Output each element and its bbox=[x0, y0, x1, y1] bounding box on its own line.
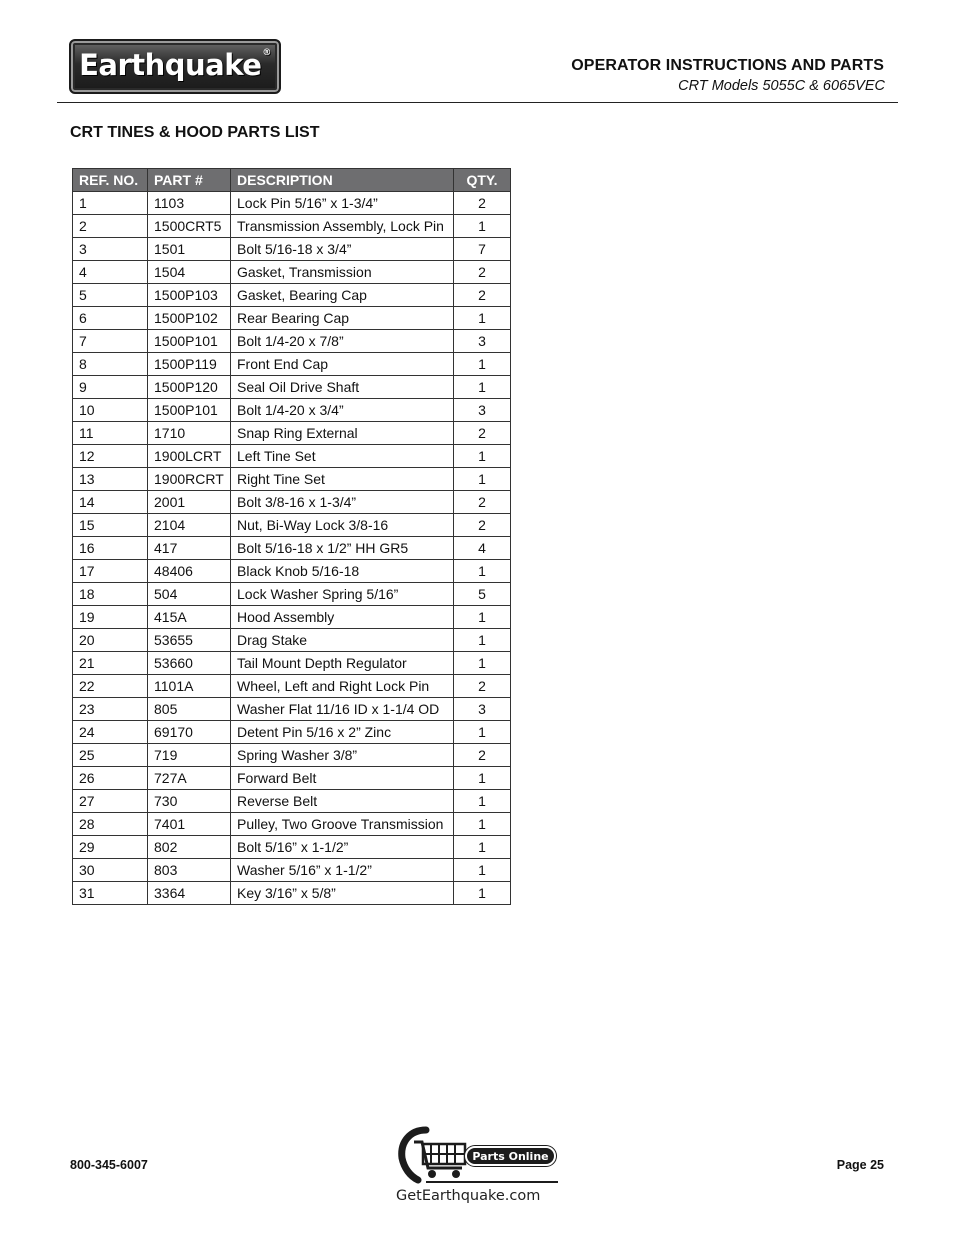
parts-table bbox=[72, 168, 511, 905]
header-ref-no: REF. NO. bbox=[73, 169, 148, 192]
part-number-cell: 415A bbox=[148, 606, 231, 629]
qty-cell: 1 bbox=[454, 376, 511, 399]
table-row bbox=[73, 813, 511, 836]
table-header-row bbox=[73, 169, 511, 192]
description-cell: Bolt 5/16-18 x 1/2” HH GR5 bbox=[231, 537, 454, 560]
table-row bbox=[73, 468, 511, 491]
qty-cell: 1 bbox=[454, 353, 511, 376]
header-divider bbox=[57, 102, 898, 103]
table-row bbox=[73, 376, 511, 399]
description-cell: Snap Ring External bbox=[231, 422, 454, 445]
part-number-cell: 2001 bbox=[148, 491, 231, 514]
table-row bbox=[73, 445, 511, 468]
part-number-cell: 1101A bbox=[148, 675, 231, 698]
table-row bbox=[73, 629, 511, 652]
table-row bbox=[73, 192, 511, 215]
description-cell: Rear Bearing Cap bbox=[231, 307, 454, 330]
table-row bbox=[73, 491, 511, 514]
table-row bbox=[73, 744, 511, 767]
qty-cell: 2 bbox=[454, 261, 511, 284]
table-row bbox=[73, 399, 511, 422]
table-row bbox=[73, 583, 511, 606]
description-cell: Tail Mount Depth Regulator bbox=[231, 652, 454, 675]
part-number-cell: 1504 bbox=[148, 261, 231, 284]
description-cell: Nut, Bi-Way Lock 3/8-16 bbox=[231, 514, 454, 537]
page-number: Page 25 bbox=[836, 1158, 884, 1172]
qty-cell: 1 bbox=[454, 859, 511, 882]
ref-no-cell: 27 bbox=[73, 790, 148, 813]
part-number-cell: 1500CRT5 bbox=[148, 215, 231, 238]
logo-wordmark: Earthquake® bbox=[79, 48, 271, 82]
ref-no-cell: 8 bbox=[73, 353, 148, 376]
ref-no-cell: 19 bbox=[73, 606, 148, 629]
header-part-number: PART # bbox=[148, 169, 231, 192]
part-number-cell: 1500P120 bbox=[148, 376, 231, 399]
ref-no-cell: 5 bbox=[73, 284, 148, 307]
qty-cell: 1 bbox=[454, 560, 511, 583]
ref-no-cell: 28 bbox=[73, 813, 148, 836]
part-number-cell: 1500P101 bbox=[148, 330, 231, 353]
ref-no-cell: 3 bbox=[73, 238, 148, 261]
table-row bbox=[73, 698, 511, 721]
part-number-cell: 2104 bbox=[148, 514, 231, 537]
part-number-cell: 805 bbox=[148, 698, 231, 721]
description-cell: Reverse Belt bbox=[231, 790, 454, 813]
description-cell: Forward Belt bbox=[231, 767, 454, 790]
ref-no-cell: 31 bbox=[73, 882, 148, 905]
table-row bbox=[73, 238, 511, 261]
ref-no-cell: 14 bbox=[73, 491, 148, 514]
table-row bbox=[73, 307, 511, 330]
description-cell: Bolt 5/16” x 1-1/2” bbox=[231, 836, 454, 859]
part-number-cell: 3364 bbox=[148, 882, 231, 905]
qty-cell: 1 bbox=[454, 652, 511, 675]
ref-no-cell: 6 bbox=[73, 307, 148, 330]
part-number-cell: 1500P119 bbox=[148, 353, 231, 376]
description-cell: Spring Washer 3/8” bbox=[231, 744, 454, 767]
earthquake-logo bbox=[69, 39, 281, 94]
qty-cell: 2 bbox=[454, 284, 511, 307]
part-number-cell: 53655 bbox=[148, 629, 231, 652]
description-cell: Bolt 1/4-20 x 7/8” bbox=[231, 330, 454, 353]
qty-cell: 4 bbox=[454, 537, 511, 560]
description-cell: Left Tine Set bbox=[231, 445, 454, 468]
document-subtitle: CRT Models 5055C & 6065VEC bbox=[678, 78, 885, 94]
part-number-cell: 730 bbox=[148, 790, 231, 813]
part-number-cell: 802 bbox=[148, 836, 231, 859]
ref-no-cell: 25 bbox=[73, 744, 148, 767]
description-cell: Bolt 1/4-20 x 3/4” bbox=[231, 399, 454, 422]
description-cell: Detent Pin 5/16 x 2” Zinc bbox=[231, 721, 454, 744]
ref-no-cell: 15 bbox=[73, 514, 148, 537]
qty-cell: 2 bbox=[454, 675, 511, 698]
description-cell: Lock Washer Spring 5/16” bbox=[231, 583, 454, 606]
table-row bbox=[73, 284, 511, 307]
description-cell: Transmission Assembly, Lock Pin bbox=[231, 215, 454, 238]
parts-table-body bbox=[73, 192, 511, 905]
table-row bbox=[73, 537, 511, 560]
description-cell: Front End Cap bbox=[231, 353, 454, 376]
qty-cell: 3 bbox=[454, 330, 511, 353]
qty-cell: 7 bbox=[454, 238, 511, 261]
ref-no-cell: 21 bbox=[73, 652, 148, 675]
table-row bbox=[73, 836, 511, 859]
part-number-cell: 803 bbox=[148, 859, 231, 882]
ref-no-cell: 13 bbox=[73, 468, 148, 491]
qty-cell: 3 bbox=[454, 698, 511, 721]
ref-no-cell: 20 bbox=[73, 629, 148, 652]
ref-no-cell: 11 bbox=[73, 422, 148, 445]
parts-online-badge bbox=[465, 1146, 556, 1166]
description-cell: Right Tine Set bbox=[231, 468, 454, 491]
table-row bbox=[73, 560, 511, 583]
table-row bbox=[73, 330, 511, 353]
ref-no-cell: 2 bbox=[73, 215, 148, 238]
qty-cell: 2 bbox=[454, 422, 511, 445]
qty-cell: 2 bbox=[454, 514, 511, 537]
footer-phone: 800-345-6007 bbox=[70, 1158, 148, 1172]
description-cell: Bolt 3/8-16 x 1-3/4” bbox=[231, 491, 454, 514]
qty-cell: 1 bbox=[454, 836, 511, 859]
qty-cell: 1 bbox=[454, 721, 511, 744]
ref-no-cell: 30 bbox=[73, 859, 148, 882]
ref-no-cell: 12 bbox=[73, 445, 148, 468]
description-cell: Gasket, Bearing Cap bbox=[231, 284, 454, 307]
part-number-cell: 1501 bbox=[148, 238, 231, 261]
table-row bbox=[73, 721, 511, 744]
description-cell: Washer Flat 11/16 ID x 1-1/4 OD bbox=[231, 698, 454, 721]
ref-no-cell: 22 bbox=[73, 675, 148, 698]
table-row bbox=[73, 767, 511, 790]
part-number-cell: 1500P103 bbox=[148, 284, 231, 307]
qty-cell: 1 bbox=[454, 307, 511, 330]
qty-cell: 2 bbox=[454, 192, 511, 215]
qty-cell: 2 bbox=[454, 744, 511, 767]
part-number-cell: 1103 bbox=[148, 192, 231, 215]
table-row bbox=[73, 422, 511, 445]
part-number-cell: 1500P102 bbox=[148, 307, 231, 330]
qty-cell: 1 bbox=[454, 882, 511, 905]
qty-cell: 1 bbox=[454, 468, 511, 491]
part-number-cell: 1500P101 bbox=[148, 399, 231, 422]
header-qty: QTY. bbox=[454, 169, 511, 192]
description-cell: Pulley, Two Groove Transmission bbox=[231, 813, 454, 836]
part-number-cell: 719 bbox=[148, 744, 231, 767]
qty-cell: 1 bbox=[454, 629, 511, 652]
table-row bbox=[73, 675, 511, 698]
ref-no-cell: 18 bbox=[73, 583, 148, 606]
table-row bbox=[73, 652, 511, 675]
ref-no-cell: 26 bbox=[73, 767, 148, 790]
part-number-cell: 1710 bbox=[148, 422, 231, 445]
description-cell: Lock Pin 5/16” x 1-3/4” bbox=[231, 192, 454, 215]
table-row bbox=[73, 882, 511, 905]
qty-cell: 1 bbox=[454, 790, 511, 813]
ref-no-cell: 7 bbox=[73, 330, 148, 353]
ref-no-cell: 24 bbox=[73, 721, 148, 744]
description-cell: Black Knob 5/16-18 bbox=[231, 560, 454, 583]
qty-cell: 1 bbox=[454, 215, 511, 238]
table-row bbox=[73, 514, 511, 537]
ref-no-cell: 23 bbox=[73, 698, 148, 721]
part-number-cell: 504 bbox=[148, 583, 231, 606]
part-number-cell: 69170 bbox=[148, 721, 231, 744]
table-row bbox=[73, 261, 511, 284]
description-cell: Seal Oil Drive Shaft bbox=[231, 376, 454, 399]
table-row bbox=[73, 353, 511, 376]
part-number-cell: 48406 bbox=[148, 560, 231, 583]
description-cell: Hood Assembly bbox=[231, 606, 454, 629]
table-row bbox=[73, 215, 511, 238]
qty-cell: 5 bbox=[454, 583, 511, 606]
ref-no-cell: 29 bbox=[73, 836, 148, 859]
ref-no-cell: 1 bbox=[73, 192, 148, 215]
part-number-cell: 7401 bbox=[148, 813, 231, 836]
table-row bbox=[73, 606, 511, 629]
ref-no-cell: 10 bbox=[73, 399, 148, 422]
description-cell: Drag Stake bbox=[231, 629, 454, 652]
description-cell: Bolt 5/16-18 x 3/4” bbox=[231, 238, 454, 261]
qty-cell: 1 bbox=[454, 767, 511, 790]
header-description: DESCRIPTION bbox=[231, 169, 454, 192]
qty-cell: 1 bbox=[454, 606, 511, 629]
description-cell: Wheel, Left and Right Lock Pin bbox=[231, 675, 454, 698]
table-row bbox=[73, 790, 511, 813]
part-number-cell: 417 bbox=[148, 537, 231, 560]
qty-cell: 1 bbox=[454, 813, 511, 836]
ref-no-cell: 17 bbox=[73, 560, 148, 583]
part-number-cell: 1900RCRT bbox=[148, 468, 231, 491]
ref-no-cell: 9 bbox=[73, 376, 148, 399]
parts-online-label: Parts Online bbox=[472, 1150, 549, 1163]
qty-cell: 2 bbox=[454, 491, 511, 514]
ref-no-cell: 16 bbox=[73, 537, 148, 560]
qty-cell: 3 bbox=[454, 399, 511, 422]
part-number-cell: 1900LCRT bbox=[148, 445, 231, 468]
table-row bbox=[73, 859, 511, 882]
ref-no-cell: 4 bbox=[73, 261, 148, 284]
part-number-cell: 727A bbox=[148, 767, 231, 790]
description-cell: Gasket, Transmission bbox=[231, 261, 454, 284]
part-number-cell: 53660 bbox=[148, 652, 231, 675]
section-title: CRT TINES & HOOD PARTS LIST bbox=[70, 124, 320, 141]
description-cell: Washer 5/16” x 1-1/2” bbox=[231, 859, 454, 882]
description-cell: Key 3/16” x 5/8” bbox=[231, 882, 454, 905]
document-title: OPERATOR INSTRUCTIONS AND PARTS bbox=[571, 57, 884, 74]
website-url: GetEarthquake.com bbox=[396, 1188, 541, 1204]
qty-cell: 1 bbox=[454, 445, 511, 468]
